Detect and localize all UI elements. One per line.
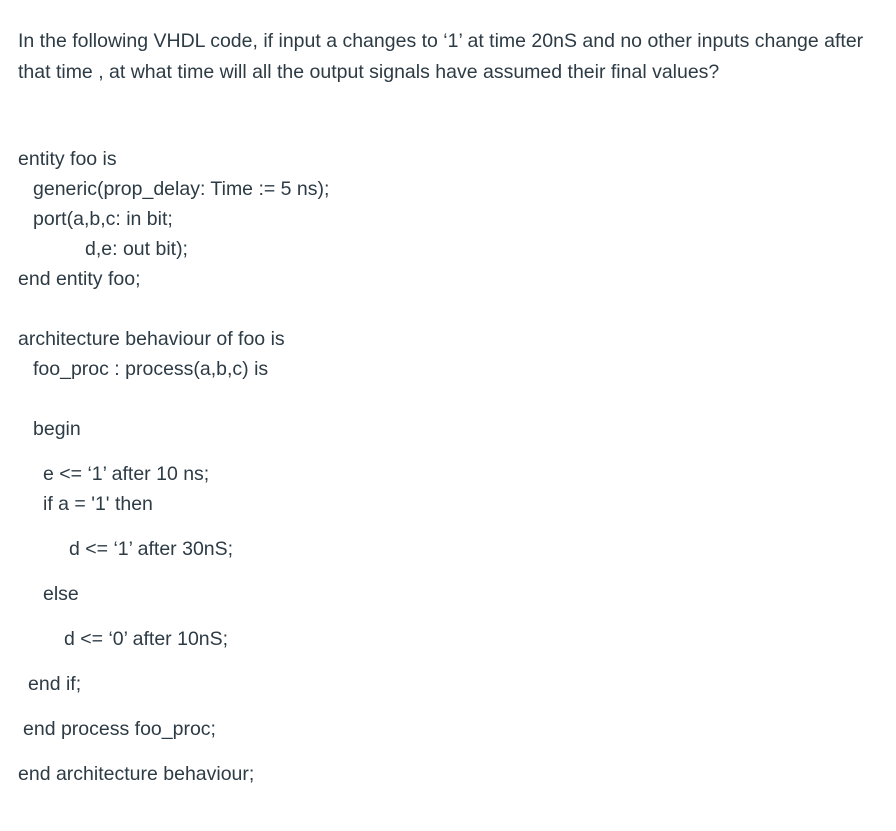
code-line-generic: generic(prop_delay: Time := 5 ns); (33, 178, 330, 200)
code-line-assign-d-1: d <= ‘1’ after 30nS; (69, 538, 234, 560)
code-line-port: port(a,b,c: in bit; (33, 208, 173, 230)
code-line-port-outputs: d,e: out bit); (85, 238, 188, 260)
code-line-assign-d-0: d <= ‘0’ after 10nS; (64, 628, 229, 650)
code-line-assign-e: e <= ‘1’ after 10 ns; (43, 463, 210, 485)
code-line-end-process: end process foo_proc; (23, 718, 216, 740)
code-line-end-architecture: end architecture behaviour; (18, 763, 255, 785)
question-text: In the following VHDL code, if input a changes to ‘1’ at time 20nS and no other inputs change after that time , at what time will all the output signals have assumed their final values? (18, 30, 864, 83)
code-line-end-if: end if; (28, 673, 82, 695)
code-line-if: if a = '1' then (43, 493, 153, 515)
code-line-begin: begin (33, 418, 81, 440)
code-line-architecture: architecture behaviour of foo is (18, 328, 285, 350)
code-line-process: foo_proc : process(a,b,c) is (33, 358, 269, 380)
code-line-end-entity: end entity foo; (18, 268, 141, 290)
code-line-entity-decl: entity foo is (18, 148, 117, 170)
code-line-else: else (43, 583, 79, 605)
